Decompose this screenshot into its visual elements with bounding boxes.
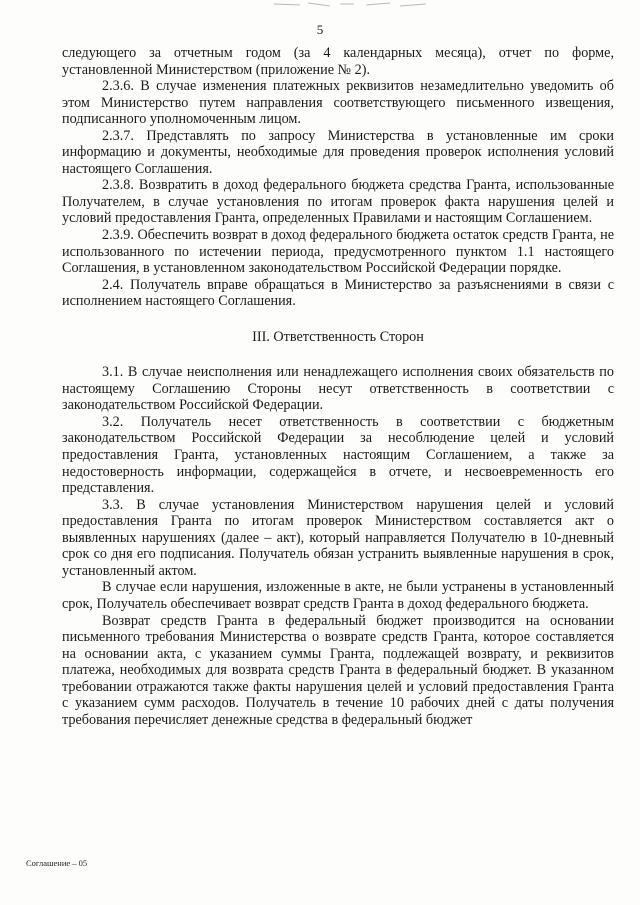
footer-note: Соглашение – 05 (26, 858, 88, 868)
document-body (62, 45, 614, 728)
paragraph-3-3: 3.3. В случае установления Министерством нарушения целей и условий предоставления Гранта по итогам проверок Министерством составляется акт о выявленных нарушениях (далее – акт), который направляется Получателю в 10-дневный срок со дня его подписания. Получатель обязан устранить выявленные нарушения в срок, установленный актом. (62, 496, 614, 579)
paragraph-2-3-9: 2.3.9. Обеспечить возврат в доход федерального бюджета остаток средств Гранта, не использованного по истечении периода, предусмотренного пунктом 1.1 настоящего Соглашения, в установленном законодательством Российской Федерации порядке. (62, 227, 614, 277)
section-heading: III. Ответственность Сторон (252, 328, 424, 345)
paragraph-2-3-6: 2.3.6. В случае изменения платежных реквизитов незамедлительно уведомить об этом Министерство путем направления соответствующего письменного извещения, подписанного уполномоченным лицом. (62, 78, 614, 128)
paragraph-3-3-unresolved: В случае если нарушения, изложенные в акте, не были устранены в установленный срок, Получатель обеспечивает возврат средств Гранта в доход федерального бюджета. (62, 579, 614, 612)
paragraph-3-2: 3.2. Получатель несет ответственность в соответствии с бюджетным законодательством Российской Федерации за несоблюдение целей и условий предоставления Гранта, установленных настоящим Соглашением, а также за недостоверность информации, содержащейся в отчете, и несвоевременность его представления. (62, 413, 614, 497)
paragraph-2-4: 2.4. Получатель вправе обращаться в Министерство за разъяснениями в связи с исполнением настоящего Соглашения. (62, 276, 614, 310)
page-number: 5 (316, 22, 324, 37)
paragraph-3-1: 3.1. В случае неисполнения или ненадлежащего исполнения своих обязательств по настоящему Соглашению Стороны несут ответственность в соответствии с законодательством Российской Федерации. (62, 364, 614, 414)
paragraph-2-3-7: 2.3.7. Представлять по запросу Министерства в установленные им сроки информацию и документы, необходимые для проведения проверок исполнения условий настоящего Соглашения. (62, 127, 614, 177)
paragraph-2-3-8: 2.3.8. Возвратить в доход федерального бюджета средства Гранта, использованные Получателем, в случае установления по итогам проверок факта нарушения целей и условий предоставления Гранта, определенных Правилами и настоящим Соглашением. (62, 177, 614, 227)
scan-artifact (270, 0, 430, 10)
paragraph-3-3-refund: Возврат средств Гранта в федеральный бюджет производится на основании письменного требования Министерства о возврате средств Гранта, которое составляется на основании акта, с указанием суммы Гранта, подлежащей возврату, и реквизитов платежа, необходимых для возврата средств Гранта в федеральный бюджет. В указанном требовании отражаются также факты нарушения целей и условий предоставления Гранта с указанием сумм расходов. Получатель в течение 10 рабочих дней с даты получения требования перечисляет денежные средства в федеральный бюджет (62, 612, 614, 728)
paragraph-continuation: следующего за отчетным годом (за 4 календарных месяца), отчет по форме, установленной Министерством (приложение № 2). (62, 45, 614, 78)
